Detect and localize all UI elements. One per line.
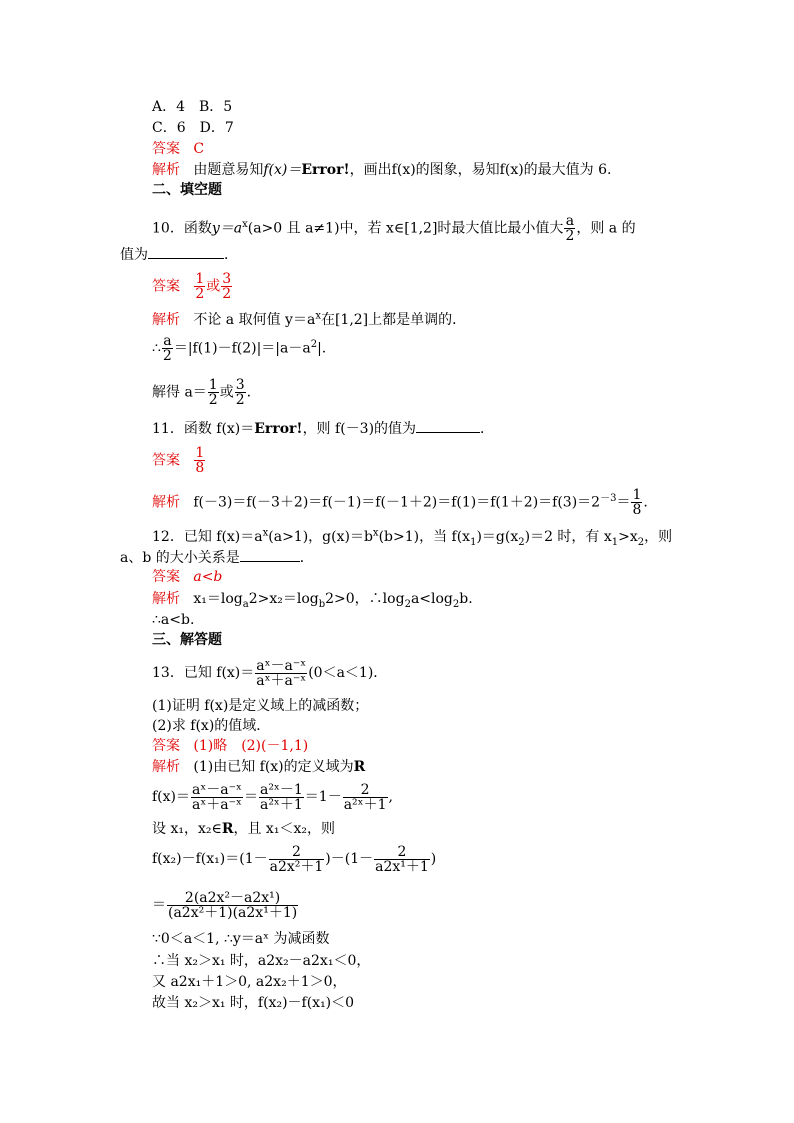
fraction-num: a²ˣ－1 [259,781,303,798]
q13-answer [152,737,308,755]
fraction-den: 8 [632,502,642,518]
analysis-text: ，画出f(x)的图象，易知f(x)的最大值为 6. [349,162,612,178]
answer-label: 答案 [152,738,180,754]
q10-stem-text: ，则 a 的 [576,220,636,237]
q10-func: y＝a [211,220,243,237]
period: . [643,494,648,511]
analysis-text: 2>0，∴log [325,591,405,607]
q10-stem-text: (a>0 且 a≠1)中，若 x∈[1,2]时最大值比最小值大 [247,220,564,237]
analysis-text: 由题意易知 [193,162,264,178]
q9-answer [152,140,204,158]
fraction-num: 3 [235,377,245,393]
fraction-den: aˣ＋a⁻ˣ [192,796,242,813]
eq-text: ＝ [243,789,258,805]
analysis-label: 解析 [152,312,180,328]
period: . [246,384,252,401]
q11-answer [152,446,206,475]
answer-blank [240,549,300,562]
analysis-text: 不论 a 取何值 y＝a [193,312,316,328]
exponent: x [315,310,321,322]
fraction [221,272,232,301]
fraction [343,783,388,812]
period: ． [480,421,495,437]
q10-analysis [152,311,466,329]
fraction-num: aˣ－a⁻ˣ [192,781,242,798]
section-solve: 三、解答题 [152,632,222,648]
q13-set [152,820,335,838]
step-text: |. [317,340,327,357]
q13-eq2 [152,844,436,874]
fraction-num: a [163,333,172,349]
therefore: ∴ [152,340,161,357]
fraction [235,378,246,407]
fraction-num: 2 [269,845,325,860]
set-text: ，且 x₁＜x₂，则 [233,821,335,837]
fraction [269,845,325,874]
q13-analysis [152,758,365,776]
set-text: 设 x₁，x₂∈ [152,821,222,837]
eq-text: ＝1－ [304,789,342,805]
q10-stem [152,214,636,243]
fraction [374,845,430,874]
answer-label: 答案 [152,569,180,585]
analysis-label: 解析 [152,591,180,607]
fraction-den: 2 [222,286,232,302]
fraction-den: a²ˣ＋1 [343,796,387,813]
real-set: R [353,759,366,775]
period: ． [299,550,314,566]
q12-stem-text: )＝2 时，有 x [524,529,612,545]
q9-options-ab: A．4 B．5 [152,99,233,115]
q13-eq3 [152,890,299,920]
fraction-den: 2 [162,348,172,364]
q12-stem-line2 [120,549,314,567]
q13-step3: 又 a2x₁＋1＞0, a2x₂＋1＞0， [152,974,347,990]
subscript: 2 [518,536,525,548]
analysis-label: 解析 [152,759,180,775]
q11-analysis [152,488,648,517]
fraction-num: 2 [343,783,388,798]
answer-label: 答案 [152,141,180,157]
analysis-text: a<log [410,591,453,607]
eq-text: ) [430,851,437,867]
q12-stem-text: (a>1)，g(x)＝b [268,529,373,545]
exponent: x [242,218,248,230]
q12-stem-text: ，则 [644,529,673,545]
fraction-num: 1 [208,377,218,393]
real-set: R [221,821,234,837]
q10-stem-text: 10．函数 [152,220,212,237]
fraction-num: 2(a2x²－a2x¹) [167,891,298,906]
fraction-num: 3 [222,271,232,287]
subscript: 2 [452,598,460,610]
analysis-label: 解析 [152,494,180,511]
exponent: －3 [600,492,617,504]
answer-value: C [193,141,205,157]
q13-eq1 [152,782,393,812]
fraction-den: 8 [195,460,205,476]
analysis-fx: f(x)＝ [263,162,302,178]
q13-stem-text: 13．已知 f(x)＝ [152,665,255,681]
q10-stem-line2 [120,246,238,264]
q11-stem [152,420,494,438]
fraction-den: aˣ＋a⁻ˣ [256,672,307,689]
q10-solution [152,378,251,407]
eq-text: f(x)＝ [152,789,191,805]
analysis-text: f(－3)＝f(－3＋2)＝f(－1)＝f(－1＋2)＝f(1)＝f(1＋2)＝f(3)＝2 [193,494,601,511]
q12-conclusion: ∴a<b. [152,612,195,628]
period: ． [224,247,238,263]
fraction [162,334,173,363]
q13-part2: (2)求 f(x)的值域． [152,718,271,734]
q12-stem-text: 12．已知 f(x)＝a [152,529,263,545]
q13-part1: (1)证明 f(x)是定义域上的减函数； [152,698,369,714]
fraction [194,272,205,301]
q10-answer [152,272,233,301]
solution-text: 解得 a＝ [152,384,207,401]
answer-blank [416,420,480,433]
analysis-text: x₁＝log [193,591,243,607]
analysis-text: b. [459,591,473,607]
q13-stem [152,658,387,688]
fraction-den: a2x¹＋1 [375,858,429,875]
analysis-text: ＝ [616,494,631,511]
q13-step1: ∵0＜a＜1, ∴y＝aˣ 为减函数 [152,931,330,947]
exponent: x [262,527,269,539]
fraction [564,214,575,243]
answer-label: 答案 [152,278,180,295]
eq-text: ＝ [152,897,166,913]
q10-stem-text: 值为 [120,247,148,263]
analysis-text: 在[1,2]上都是单调的． [320,312,467,328]
answer-value: a<b [193,569,223,585]
fraction-num: a [565,213,575,229]
q12-stem-text: >x [618,529,638,545]
q11-stem-text: ，则 f(－3)的值为 [302,421,417,437]
fraction-num: 2 [374,845,430,860]
q12-analysis [152,590,473,608]
error-text: Error! [254,421,303,437]
fraction [208,378,219,407]
fraction-den: 2 [565,228,575,244]
fraction-den: (a2x²＋1)(a2x¹＋1) [168,904,298,921]
fraction-den: 2 [195,286,205,302]
fraction [631,488,642,517]
eq-text: )－(1－ [325,851,374,867]
fraction-num: 1 [195,271,205,287]
q13-step2: ∴当 x₂＞x₁ 时，a2x₂－a2x₁＜0， [152,953,371,969]
q12-stem-text: a、b 的大小关系是 [120,550,240,566]
q12-stem [152,528,672,546]
subscript: a [242,598,249,610]
section-fill-in: 二、填空题 [152,182,222,198]
q12-answer [152,568,222,586]
solution-or: 或 [219,384,234,401]
q13-step4: 故当 x₂＞x₁ 时，f(x₂)－f(x₁)＜0 [152,995,355,1011]
fraction-den: a2x²＋1 [269,858,324,875]
fraction-num: aˣ－a⁻ˣ [256,657,307,674]
fraction-den: 2 [235,392,245,408]
fraction [259,783,304,812]
fraction-den: 2 [208,392,218,408]
fraction-num: 1 [195,445,205,461]
q13-stem-text: (0＜a＜1)． [308,665,388,681]
fraction [167,891,298,920]
answer-label: 答案 [152,452,180,469]
analysis-text: (1)由已知 f(x)的定义域为 [193,759,354,775]
subscript: 1 [470,536,477,548]
q12-stem-text: (b>1)，当 f(x [378,529,471,545]
q11-stem-text: 11．函数 f(x)＝ [152,421,255,437]
subscript: 2 [404,598,411,610]
q9-options-cd: C．6 D．7 [152,120,234,136]
fraction-num: 1 [632,487,642,503]
fraction [191,783,243,812]
q12-stem-text: )＝g(x [476,529,519,545]
fraction-den: a²ˣ＋1 [259,796,303,813]
answer-value: (1)略 (2)(－1,1) [193,738,309,754]
subscript: 2 [637,536,645,548]
subscript: b [318,598,326,610]
q9-analysis [152,161,611,179]
error-text: Error! [301,162,350,178]
analysis-label: 解析 [152,162,180,178]
eq-text: , [388,789,393,805]
q10-step [152,334,326,363]
subscript: 1 [611,536,619,548]
answer-or: 或 [206,278,221,295]
exponent: x [372,527,379,539]
step-text: ＝|f(1)－f(2)|＝|a－a [173,340,311,357]
fraction [194,446,205,475]
answer-blank [148,246,224,259]
analysis-text: 2>x₂＝log [248,591,319,607]
eq-text: f(x₂)－f(x₁)＝(1－ [152,851,268,867]
exponent: 2 [310,338,318,350]
fraction [255,659,307,688]
